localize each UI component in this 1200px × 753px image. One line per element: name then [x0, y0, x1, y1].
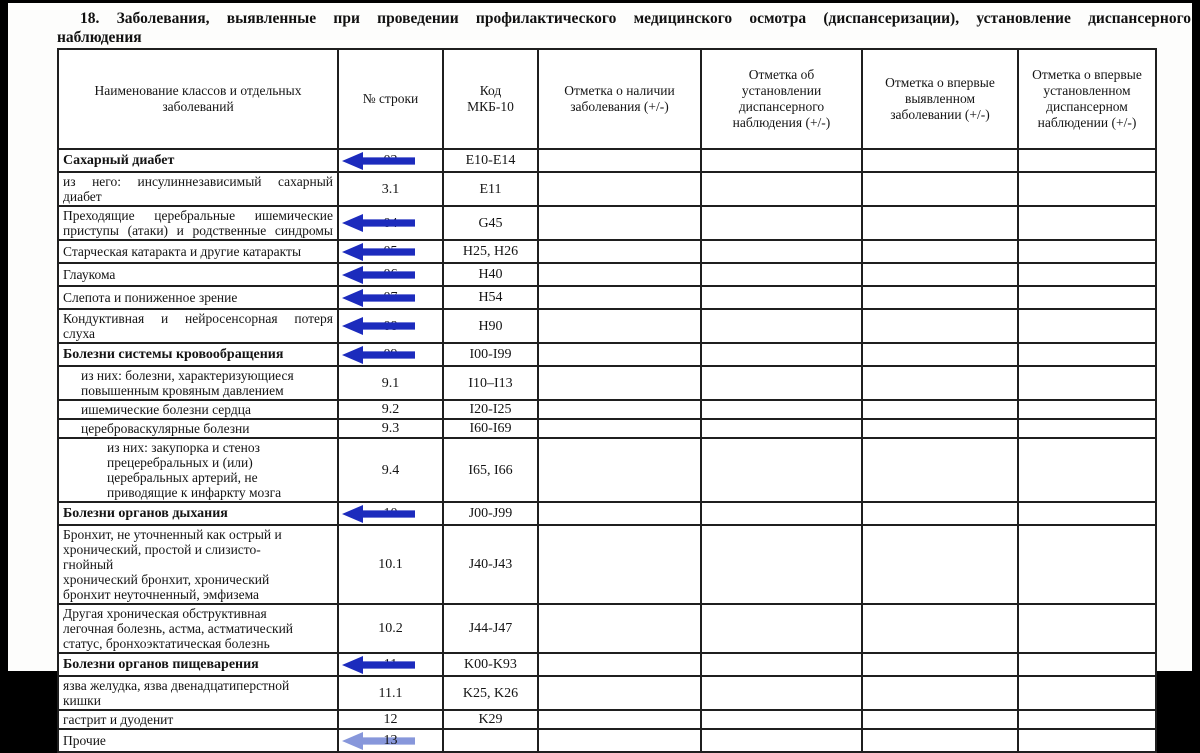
- line-number-with-arrow: [343, 265, 438, 284]
- line-number-with-arrow: [343, 214, 438, 233]
- left-arrow-icon: [341, 731, 417, 751]
- col-header-icd10: Код МКБ-10: [443, 49, 538, 149]
- first-detected-mark-cell: [862, 653, 1018, 676]
- presence-mark-cell: [538, 502, 701, 525]
- first-detected-mark-cell: [862, 502, 1018, 525]
- dispensary-established-mark-cell: [701, 525, 862, 604]
- line-number-cell: [338, 309, 443, 343]
- dispensary-established-mark-cell: [701, 676, 862, 710]
- icd-code-cell: J00-J99: [443, 502, 538, 525]
- icd-code-cell: I60-I69: [443, 419, 538, 438]
- icd-code-cell: I10–I13: [443, 366, 538, 400]
- presence-mark-cell: [538, 286, 701, 309]
- dispensary-established-mark-cell: [701, 419, 862, 438]
- presence-mark-cell: [538, 653, 701, 676]
- icd-code-cell: E10-E14: [443, 149, 538, 172]
- first-dispensary-mark-cell: [1018, 438, 1156, 502]
- icd-code-cell: K25, K26: [443, 676, 538, 710]
- line-number-cell: [338, 286, 443, 309]
- col-header-first-dispensary-mark: Отметка о впервые установленном диспансерном наблюдении (+/-): [1018, 49, 1156, 149]
- table-row: [58, 286, 1156, 309]
- first-dispensary-mark-cell: [1018, 309, 1156, 343]
- first-detected-mark-cell: [862, 710, 1018, 729]
- first-dispensary-mark-cell: [1018, 206, 1156, 240]
- icd-code-cell: [443, 729, 538, 752]
- disease-name-cell: Болезни органов дыхания: [58, 502, 338, 525]
- disease-name-cell: Преходящие церебральные ишемические приступы (атаки) и родственные синдромы: [58, 206, 338, 240]
- table-row: [58, 343, 1156, 366]
- line-number-cell: 3.1: [338, 172, 443, 206]
- icd-code-cell: G45: [443, 206, 538, 240]
- line-number-with-arrow: [343, 317, 438, 336]
- line-number-cell: [338, 343, 443, 366]
- left-arrow-icon: [341, 345, 417, 365]
- left-arrow-icon: [341, 213, 417, 233]
- first-detected-mark-cell: [862, 263, 1018, 286]
- presence-mark-cell: [538, 710, 701, 729]
- first-detected-mark-cell: [862, 286, 1018, 309]
- disease-name-cell: Старческая катаракта и другие катаракты: [58, 240, 338, 263]
- line-number-cell: [338, 206, 443, 240]
- line-number-with-arrow: [343, 151, 438, 170]
- icd-code-cell: E11: [443, 172, 538, 206]
- disease-name-cell: Слепота и пониженное зрение: [58, 286, 338, 309]
- table-row: [58, 653, 1156, 676]
- icd-code-cell: K00-K93: [443, 653, 538, 676]
- line-number-cell: 10.2: [338, 604, 443, 653]
- icd-code-cell: K29: [443, 710, 538, 729]
- presence-mark-cell: [538, 676, 701, 710]
- line-number-cell: 9.2: [338, 400, 443, 419]
- diseases-table-wrap: [57, 48, 1157, 753]
- line-number-with-arrow: [343, 345, 438, 364]
- table-row: [58, 172, 1156, 206]
- left-arrow-icon: [341, 265, 417, 285]
- line-number-cell: [338, 653, 443, 676]
- disease-name-cell: цереброваскулярные болезни: [58, 419, 338, 438]
- first-dispensary-mark-cell: [1018, 343, 1156, 366]
- table-row: [58, 240, 1156, 263]
- first-dispensary-mark-cell: [1018, 172, 1156, 206]
- col-header-dispensary-established-mark: Отметка об установлении диспансерного наблюдения (+/-): [701, 49, 862, 149]
- first-dispensary-mark-cell: [1018, 525, 1156, 604]
- presence-mark-cell: [538, 240, 701, 263]
- disease-name-cell: Глаукома: [58, 263, 338, 286]
- table-row: [58, 438, 1156, 502]
- col-header-presence-mark: Отметка о наличии заболевания (+/-): [538, 49, 701, 149]
- table-row: [58, 525, 1156, 604]
- disease-name-cell: Другая хроническая обструктивная легочная болезнь, астма, астматический статус, бронхоэктатическая болезнь: [58, 604, 338, 653]
- first-detected-mark-cell: [862, 438, 1018, 502]
- dispensary-established-mark-cell: [701, 206, 862, 240]
- presence-mark-cell: [538, 309, 701, 343]
- first-detected-mark-cell: [862, 172, 1018, 206]
- line-number-with-arrow: [343, 504, 438, 523]
- section-title: 18. Заболевания, выявленные при проведении профилактического медицинского осмотра (диспансеризации), установление диспансерного наблюдения: [57, 10, 1191, 46]
- line-number-cell: [338, 263, 443, 286]
- first-dispensary-mark-cell: [1018, 286, 1156, 309]
- dispensary-established-mark-cell: [701, 343, 862, 366]
- table-row: [58, 206, 1156, 240]
- line-number-cell: 9.1: [338, 366, 443, 400]
- line-number-cell: [338, 502, 443, 525]
- first-detected-mark-cell: [862, 366, 1018, 400]
- line-number-cell: 9.3: [338, 419, 443, 438]
- left-arrow-icon: [341, 242, 417, 262]
- presence-mark-cell: [538, 525, 701, 604]
- dispensary-established-mark-cell: [701, 438, 862, 502]
- left-arrow-icon: [341, 655, 417, 675]
- left-arrow-icon: [341, 151, 417, 171]
- col-header-first-detected-mark: Отметка о впервые выявленном заболевании (+/-): [862, 49, 1018, 149]
- table-row: [58, 263, 1156, 286]
- line-number-cell: [338, 729, 443, 752]
- dispensary-established-mark-cell: [701, 502, 862, 525]
- line-number-cell: 11.1: [338, 676, 443, 710]
- dispensary-established-mark-cell: [701, 309, 862, 343]
- presence-mark-cell: [538, 400, 701, 419]
- first-dispensary-mark-cell: [1018, 149, 1156, 172]
- left-arrow-icon: [341, 288, 417, 308]
- disease-name-cell: ишемические болезни сердца: [58, 400, 338, 419]
- left-arrow-icon: [341, 316, 417, 336]
- line-number-cell: 10.1: [338, 525, 443, 604]
- icd-code-cell: J44-J47: [443, 604, 538, 653]
- first-dispensary-mark-cell: [1018, 729, 1156, 752]
- dispensary-established-mark-cell: [701, 400, 862, 419]
- dispensary-established-mark-cell: [701, 172, 862, 206]
- first-dispensary-mark-cell: [1018, 604, 1156, 653]
- first-dispensary-mark-cell: [1018, 400, 1156, 419]
- table-row: [58, 604, 1156, 653]
- table-row: [58, 149, 1156, 172]
- dispensary-established-mark-cell: [701, 286, 862, 309]
- first-detected-mark-cell: [862, 604, 1018, 653]
- table-row: [58, 710, 1156, 729]
- first-dispensary-mark-cell: [1018, 653, 1156, 676]
- first-detected-mark-cell: [862, 419, 1018, 438]
- first-detected-mark-cell: [862, 676, 1018, 710]
- first-detected-mark-cell: [862, 309, 1018, 343]
- first-dispensary-mark-cell: [1018, 366, 1156, 400]
- icd-code-cell: I00-I99: [443, 343, 538, 366]
- icd-code-cell: I20-I25: [443, 400, 538, 419]
- icd-code-cell: H54: [443, 286, 538, 309]
- presence-mark-cell: [538, 729, 701, 752]
- icd-code-cell: J40-J43: [443, 525, 538, 604]
- disease-name-cell: Болезни системы кровообращения: [58, 343, 338, 366]
- table-row: [58, 400, 1156, 419]
- presence-mark-cell: [538, 172, 701, 206]
- table-row: [58, 309, 1156, 343]
- presence-mark-cell: [538, 343, 701, 366]
- first-detected-mark-cell: [862, 343, 1018, 366]
- disease-name-cell: язва желудка, язва двенадцатиперстной кишки: [58, 676, 338, 710]
- line-number-cell: [338, 240, 443, 263]
- first-detected-mark-cell: [862, 206, 1018, 240]
- dispensary-established-mark-cell: [701, 149, 862, 172]
- icd-code-cell: H40: [443, 263, 538, 286]
- presence-mark-cell: [538, 206, 701, 240]
- disease-name-cell: Прочие: [58, 729, 338, 752]
- dispensary-established-mark-cell: [701, 263, 862, 286]
- first-detected-mark-cell: [862, 729, 1018, 752]
- disease-name-cell: из них: болезни, характеризующиеся повышенным кровяным давлением: [58, 366, 338, 400]
- first-detected-mark-cell: [862, 400, 1018, 419]
- disease-name-cell: Болезни органов пищеварения: [58, 653, 338, 676]
- line-number-value: 13: [383, 733, 398, 748]
- disease-name-cell: Бронхит, не уточненный как острый и хронический, простой и слизисто-гнойный хронический бронхит, хронический бронхит неуточненный, эмфизема: [58, 525, 338, 604]
- first-dispensary-mark-cell: [1018, 676, 1156, 710]
- col-header-disease-name: Наименование классов и отдельных заболеваний: [58, 49, 338, 149]
- line-number-with-arrow: [343, 242, 438, 261]
- disease-name-cell: из него: инсулиннезависимый сахарный диабет: [58, 172, 338, 206]
- presence-mark-cell: [538, 149, 701, 172]
- line-number-with-arrow: [343, 655, 438, 674]
- dispensary-established-mark-cell: [701, 653, 862, 676]
- first-dispensary-mark-cell: [1018, 710, 1156, 729]
- dispensary-established-mark-cell: [701, 604, 862, 653]
- first-detected-mark-cell: [862, 149, 1018, 172]
- first-dispensary-mark-cell: [1018, 240, 1156, 263]
- disease-name-cell: Сахарный диабет: [58, 149, 338, 172]
- line-number-cell: 9.4: [338, 438, 443, 502]
- presence-mark-cell: [538, 438, 701, 502]
- dispensary-established-mark-cell: [701, 729, 862, 752]
- first-dispensary-mark-cell: [1018, 263, 1156, 286]
- disease-name-cell: Кондуктивная и нейросенсорная потеря слуха: [58, 309, 338, 343]
- header-row: [58, 49, 1156, 149]
- icd-code-cell: H90: [443, 309, 538, 343]
- presence-mark-cell: [538, 604, 701, 653]
- first-dispensary-mark-cell: [1018, 502, 1156, 525]
- line-number-with-arrow: [343, 731, 438, 750]
- first-detected-mark-cell: [862, 525, 1018, 604]
- dispensary-established-mark-cell: [701, 366, 862, 400]
- col-header-line-no: № строки: [338, 49, 443, 149]
- disease-name-cell: из них: закупорка и стеноз прецеребральных и (или) церебральных артерий, не приводящие к инфаркту мозга: [58, 438, 338, 502]
- dispensary-established-mark-cell: [701, 240, 862, 263]
- table-row: [58, 502, 1156, 525]
- line-number-cell: 12: [338, 710, 443, 729]
- left-arrow-icon: [341, 504, 417, 524]
- line-number-cell: [338, 149, 443, 172]
- disease-name-cell: гастрит и дуоденит: [58, 710, 338, 729]
- line-number-with-arrow: [343, 288, 438, 307]
- presence-mark-cell: [538, 419, 701, 438]
- icd-code-cell: I65, I66: [443, 438, 538, 502]
- first-detected-mark-cell: [862, 240, 1018, 263]
- table-row: [58, 419, 1156, 438]
- table-body: [58, 149, 1156, 752]
- table-row: [58, 366, 1156, 400]
- diseases-table: [57, 48, 1157, 753]
- scanned-document-page: [8, 3, 1192, 748]
- presence-mark-cell: [538, 263, 701, 286]
- table-row: [58, 729, 1156, 752]
- icd-code-cell: H25, H26: [443, 240, 538, 263]
- first-dispensary-mark-cell: [1018, 419, 1156, 438]
- table-row: [58, 676, 1156, 710]
- dispensary-established-mark-cell: [701, 710, 862, 729]
- presence-mark-cell: [538, 366, 701, 400]
